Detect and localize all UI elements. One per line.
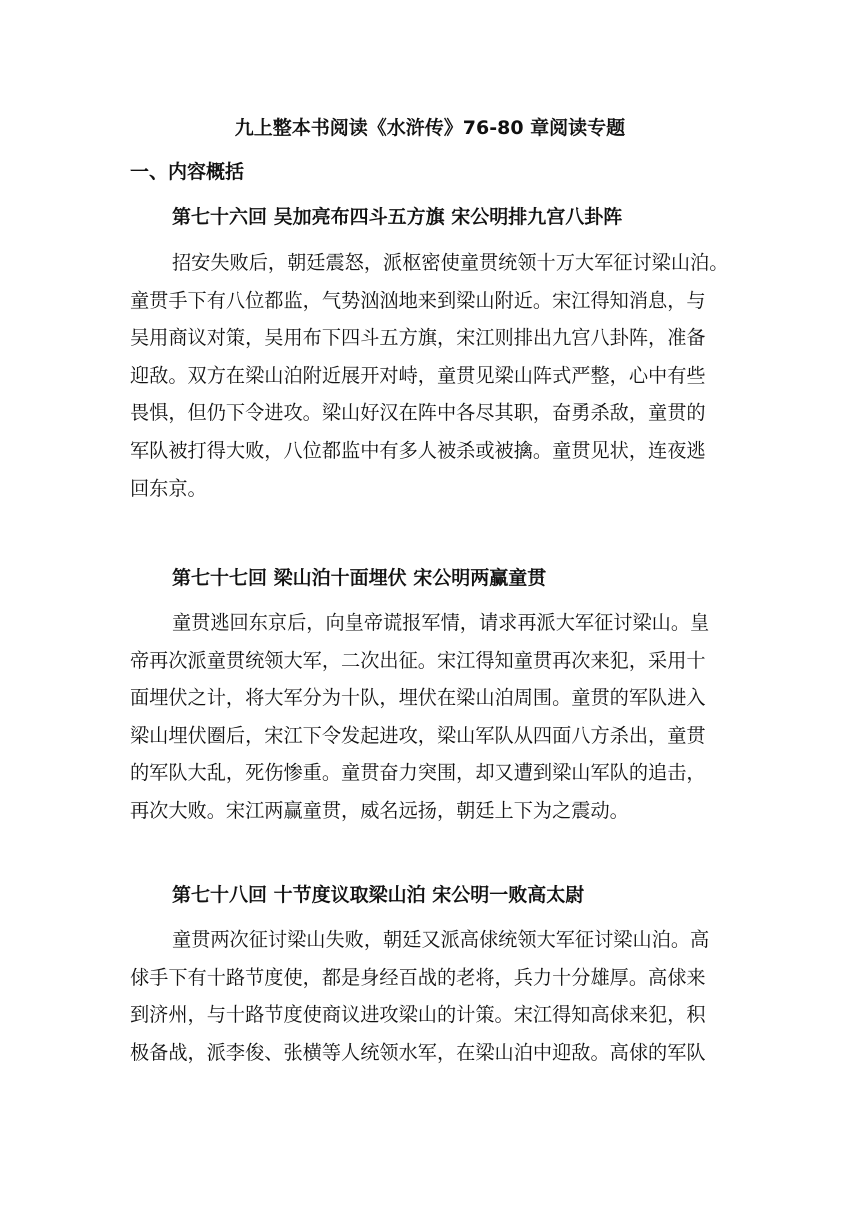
chapter-summary-78 bbox=[130, 921, 730, 1071]
text-line: 的军队大乱，死伤惨重。童贯奋力突围，却又遭到梁山军队的追击， bbox=[130, 761, 706, 785]
text-line: 童贯手下有八位都监，气势汹汹地来到梁山附近。宋江得知消息，与 bbox=[130, 288, 706, 312]
text-line: 畏惧，但仍下令进攻。梁山好汉在阵中各尽其职，奋勇杀敌，童贯的 bbox=[130, 401, 706, 425]
text-line: 俅手下有十路节度使，都是身经百战的老将，兵力十分雄厚。高俅来 bbox=[130, 965, 706, 989]
chapter-heading-78: 第七十八回 十节度议取梁山泊 宋公明一败高太尉 bbox=[172, 884, 585, 906]
section-heading: 一、内容概括 bbox=[130, 161, 245, 183]
text-line: 回东京。 bbox=[130, 476, 207, 500]
text-line: 梁山埋伏圈后，宋江下令发起进攻，梁山军队从四面八方杀出，童贯 bbox=[130, 723, 706, 747]
text-line: 军队被打得大败，八位都监中有多人被杀或被擒。童贯见状，连夜逃 bbox=[130, 438, 706, 462]
chapter-summary-77 bbox=[130, 604, 730, 830]
text-line: 迎敌。双方在梁山泊附近展开对峙，童贯见梁山阵式严整，心中有些 bbox=[130, 363, 706, 387]
chapter-summary-76 bbox=[130, 244, 730, 507]
text-line: 童贯两次征讨梁山失败，朝廷又派高俅统领大军征讨梁山泊。高 bbox=[172, 928, 710, 951]
text-line: 招安失败后，朝廷震怒，派枢密使童贯统领十万大军征讨梁山泊。 bbox=[172, 251, 729, 274]
text-line: 极备战，派李俊、张横等人统领水军，在梁山泊中迎敌。高俅的军队 bbox=[130, 1040, 706, 1064]
document-title: 九上整本书阅读《水浒传》76-80 章阅读专题 bbox=[234, 117, 626, 139]
chapter-heading-76: 第七十六回 吴加亮布四斗五方旗 宋公明排九宫八卦阵 bbox=[172, 206, 623, 228]
text-line: 吴用商议对策，吴用布下四斗五方旗，宋江则排出九宫八卦阵，准备 bbox=[130, 326, 706, 350]
text-line: 面埋伏之计，将大军分为十队，埋伏在梁山泊周围。童贯的军队进入 bbox=[130, 686, 706, 710]
text-line: 童贯逃回东京后，向皇帝谎报军情，请求再派大军征讨梁山。皇 bbox=[172, 611, 710, 634]
text-line: 再次大败。宋江两赢童贯，威名远扬，朝廷上下为之震动。 bbox=[130, 798, 629, 822]
text-line: 到济州，与十路节度使商议进攻梁山的计策。宋江得知高俅来犯，积 bbox=[130, 1003, 706, 1027]
chapter-heading-77: 第七十七回 梁山泊十面埋伏 宋公明两赢童贯 bbox=[172, 567, 547, 589]
text-line: 帝再次派童贯统领大军，二次出征。宋江得知童贯再次来犯，采用十 bbox=[130, 648, 706, 672]
